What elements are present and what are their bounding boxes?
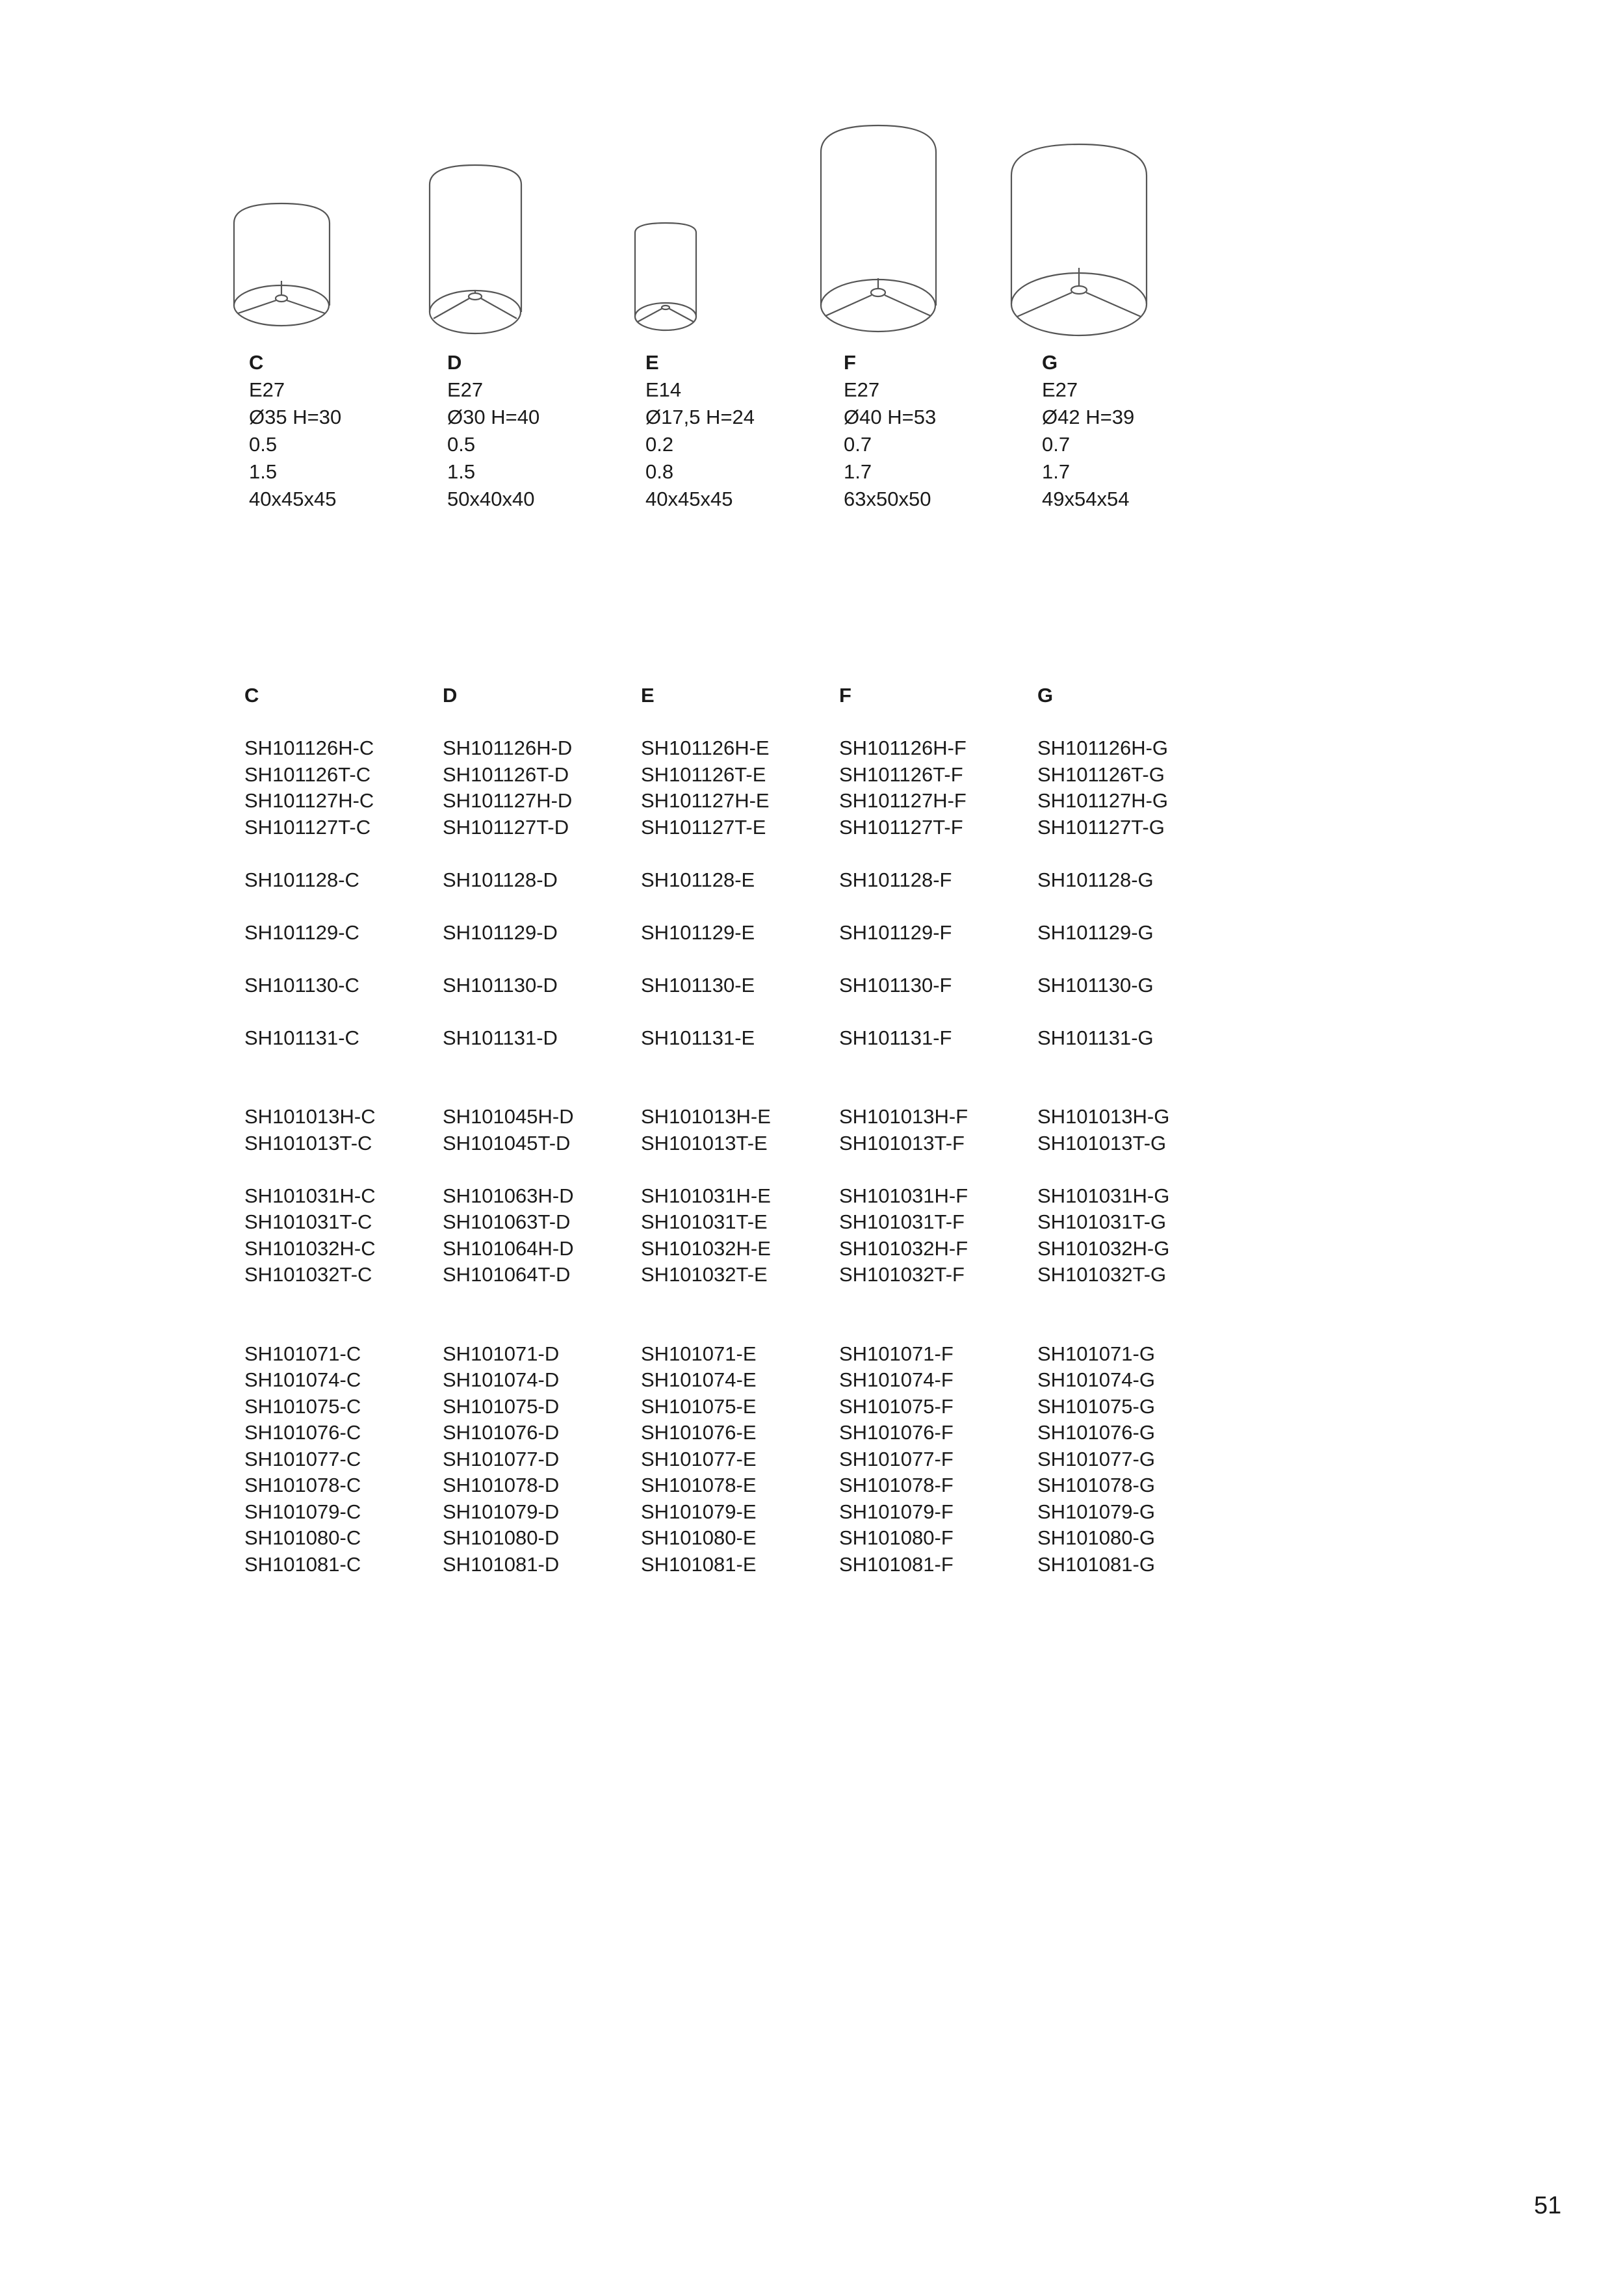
- article-code: SH101078-C: [244, 1474, 361, 1496]
- article-code: SH101081-D: [443, 1552, 560, 1576]
- spec-socket: E27: [249, 378, 285, 401]
- article-code: SH101127T-D: [443, 815, 569, 839]
- spacer: [244, 998, 426, 1025]
- spacer: [1037, 1288, 1219, 1341]
- spacer: [839, 841, 1021, 867]
- article-code: SH101130-G: [1037, 973, 1154, 997]
- spacer: [244, 709, 426, 736]
- spacer: [1037, 1051, 1219, 1104]
- spec-box: 40x45x45: [249, 488, 337, 510]
- article-code: SH101079-C: [244, 1500, 361, 1523]
- article-code: SH101128-C: [244, 868, 359, 891]
- article-code: SH101032T-G: [1037, 1263, 1167, 1286]
- article-code: SH101126T-D: [443, 763, 569, 786]
- spacer: [443, 946, 625, 972]
- spacer: [641, 946, 823, 972]
- spacer: [443, 893, 625, 920]
- article-code: SH101075-D: [443, 1394, 560, 1418]
- article-code: SH101126T-E: [641, 763, 766, 786]
- article-code: SH101013H-G: [1037, 1105, 1170, 1128]
- page-number: 51: [1534, 2192, 1562, 2219]
- spec-box: 50x40x40: [447, 488, 535, 510]
- spec-box: 49x54x54: [1042, 488, 1130, 510]
- article-code: SH101045T-D: [443, 1131, 571, 1155]
- spacer: [443, 709, 625, 736]
- spacer: [641, 709, 823, 736]
- article-code: SH101080-C: [244, 1526, 361, 1549]
- article-code: SH101127T-F: [839, 815, 963, 839]
- article-code: SH101126T-G: [1037, 763, 1165, 786]
- spec-box: 40x45x45: [645, 488, 733, 510]
- spacer: [244, 893, 426, 920]
- article-code: SH101076-F: [839, 1421, 954, 1444]
- spec-column-g: [1042, 349, 1224, 513]
- spacer: [641, 1156, 823, 1183]
- article-code: SH101076-G: [1037, 1421, 1155, 1444]
- code-column-letter: G: [1037, 684, 1054, 707]
- article-code: SH101032T-C: [244, 1263, 372, 1286]
- article-code: SH101129-C: [244, 920, 359, 944]
- article-code: SH101131-F: [839, 1026, 952, 1049]
- article-code: SH101077-E: [641, 1447, 757, 1470]
- article-code: SH101032T-E: [641, 1263, 768, 1286]
- article-code: SH101126H-G: [1037, 737, 1169, 759]
- code-column-f: [839, 683, 1021, 1578]
- article-code: SH101129-E: [641, 920, 755, 944]
- article-code: SH101031H-E: [641, 1184, 771, 1207]
- article-code: SH101071-F: [839, 1342, 954, 1365]
- spacer: [839, 946, 1021, 972]
- spacer: [839, 709, 1021, 736]
- article-code: SH101075-C: [244, 1394, 361, 1418]
- shade-drawings-svg: [0, 0, 1623, 364]
- code-column-g: [1037, 683, 1219, 1578]
- article-code: SH101013T-G: [1037, 1131, 1167, 1155]
- article-code: SH101032H-E: [641, 1236, 771, 1260]
- article-code: SH101079-D: [443, 1500, 560, 1523]
- article-code: SH101131-G: [1037, 1026, 1154, 1049]
- spec-value-2: 1.7: [1042, 460, 1071, 483]
- spec-value-2: 1.7: [844, 460, 872, 483]
- spec-value-2: 0.8: [645, 460, 674, 483]
- article-code: SH101077-C: [244, 1447, 361, 1470]
- article-code: SH101079-E: [641, 1500, 757, 1523]
- article-code: SH101128-G: [1037, 868, 1154, 891]
- shade-illustrations: [0, 0, 1623, 364]
- article-code: SH101013T-E: [641, 1131, 768, 1155]
- article-code: SH101079-G: [1037, 1500, 1155, 1523]
- spacer: [244, 1288, 426, 1341]
- article-code: SH101131-C: [244, 1026, 359, 1049]
- article-code: SH101031T-G: [1037, 1210, 1167, 1233]
- spacer: [443, 998, 625, 1025]
- spec-value-1: 0.7: [1042, 433, 1071, 456]
- spec-letter: E: [645, 351, 659, 374]
- code-column-c: [244, 683, 426, 1578]
- spacer: [839, 1051, 1021, 1104]
- article-code: SH101127T-G: [1037, 815, 1165, 839]
- code-column-d: [443, 683, 625, 1578]
- article-code: SH101074-E: [641, 1368, 757, 1391]
- spacer: [1037, 841, 1219, 867]
- article-code: SH101127H-E: [641, 789, 770, 812]
- spec-value-2: 1.5: [447, 460, 476, 483]
- article-code: SH101074-F: [839, 1368, 954, 1391]
- article-code: SH101080-F: [839, 1526, 954, 1549]
- article-code: SH101127T-E: [641, 815, 766, 839]
- article-code: SH101078-F: [839, 1474, 954, 1496]
- spacer: [641, 893, 823, 920]
- spec-value-1: 0.5: [249, 433, 278, 456]
- article-code: SH101129-D: [443, 920, 558, 944]
- shade-drawing-f: [821, 125, 936, 332]
- article-code: SH101064H-D: [443, 1236, 574, 1260]
- article-code: SH101081-G: [1037, 1552, 1155, 1576]
- article-code: SH101013T-F: [839, 1131, 965, 1155]
- spacer: [839, 1288, 1021, 1341]
- article-code: SH101074-G: [1037, 1368, 1155, 1391]
- spec-letter: G: [1042, 351, 1058, 374]
- spacer: [839, 998, 1021, 1025]
- spacer: [443, 1051, 625, 1104]
- article-code: SH101126H-F: [839, 737, 967, 759]
- article-code: SH101129-F: [839, 920, 952, 944]
- article-code: SH101032H-F: [839, 1236, 968, 1260]
- article-code: SH101128-D: [443, 868, 558, 891]
- spacer: [443, 841, 625, 867]
- article-code: SH101076-D: [443, 1421, 560, 1444]
- spacer: [244, 841, 426, 867]
- article-code: SH101131-E: [641, 1026, 755, 1049]
- article-code: SH101063T-D: [443, 1210, 571, 1233]
- article-code: SH101071-G: [1037, 1342, 1155, 1365]
- article-code: SH101081-C: [244, 1552, 361, 1576]
- spec-socket: E27: [1042, 378, 1078, 401]
- article-code: SH101127H-G: [1037, 789, 1169, 812]
- spacer: [839, 893, 1021, 920]
- spec-letter: F: [844, 351, 856, 374]
- article-code: SH101080-E: [641, 1526, 757, 1549]
- code-column-letter: C: [244, 684, 259, 707]
- article-code: SH101128-E: [641, 868, 755, 891]
- shade-drawing-g: [1011, 144, 1147, 335]
- article-code: SH101127T-C: [244, 815, 371, 839]
- article-code: SH101076-C: [244, 1421, 361, 1444]
- code-column-letter: D: [443, 684, 458, 707]
- shade-drawing-e: [635, 223, 696, 330]
- article-code: SH101078-D: [443, 1474, 560, 1496]
- code-column-letter: F: [839, 684, 851, 707]
- article-code: SH101031T-C: [244, 1210, 372, 1233]
- spec-box: 63x50x50: [844, 488, 931, 510]
- article-code: SH101071-C: [244, 1342, 361, 1365]
- article-code: SH101031T-E: [641, 1210, 768, 1233]
- article-code: SH101131-D: [443, 1026, 558, 1049]
- spec-column-d: [447, 349, 629, 513]
- shade-drawing-c: [234, 203, 330, 326]
- spacer: [1037, 998, 1219, 1025]
- article-code: SH101032H-G: [1037, 1236, 1170, 1260]
- article-code: SH101080-G: [1037, 1526, 1155, 1549]
- spacer: [1037, 709, 1219, 736]
- article-code: SH101126H-C: [244, 737, 374, 759]
- article-code: SH101032T-F: [839, 1263, 965, 1286]
- spacer: [443, 1156, 625, 1183]
- spec-socket: E14: [645, 378, 682, 401]
- article-code: SH101127H-D: [443, 789, 573, 812]
- article-code: SH101031H-F: [839, 1184, 968, 1207]
- article-code: SH101077-F: [839, 1447, 954, 1470]
- article-code: SH101078-G: [1037, 1474, 1155, 1496]
- spec-value-1: 0.2: [645, 433, 674, 456]
- article-code: SH101071-D: [443, 1342, 560, 1365]
- article-code: SH101031H-C: [244, 1184, 376, 1207]
- article-code: SH101127H-F: [839, 789, 967, 812]
- article-code: SH101081-F: [839, 1552, 954, 1576]
- spacer: [641, 1288, 823, 1341]
- article-code: SH101130-E: [641, 973, 755, 997]
- spacer: [641, 841, 823, 867]
- spacer: [641, 1051, 823, 1104]
- spec-column-e: [645, 349, 827, 513]
- spacer: [244, 946, 426, 972]
- code-column-letter: E: [641, 684, 655, 707]
- spec-size: Ø17,5 H=24: [645, 406, 755, 428]
- article-code: SH101126H-E: [641, 737, 770, 759]
- article-code: SH101031T-F: [839, 1210, 965, 1233]
- article-code: SH101075-F: [839, 1394, 954, 1418]
- article-code: SH101130-F: [839, 973, 952, 997]
- article-code: SH101013H-E: [641, 1105, 771, 1128]
- article-code: SH101076-E: [641, 1421, 757, 1444]
- spec-value-2: 1.5: [249, 460, 278, 483]
- spacer: [1037, 893, 1219, 920]
- spacer: [244, 1156, 426, 1183]
- article-code: SH101013H-C: [244, 1105, 376, 1128]
- article-code: SH101013T-C: [244, 1131, 372, 1155]
- spacer: [839, 1156, 1021, 1183]
- article-code: SH101128-F: [839, 868, 952, 891]
- article-code: SH101126H-D: [443, 737, 573, 759]
- spec-size: Ø42 H=39: [1042, 406, 1135, 428]
- article-code: SH101031H-G: [1037, 1184, 1170, 1207]
- spec-letter: D: [447, 351, 462, 374]
- article-code: SH101077-D: [443, 1447, 560, 1470]
- spec-value-1: 0.7: [844, 433, 872, 456]
- article-code: SH101126T-C: [244, 763, 371, 786]
- article-code: SH101074-D: [443, 1368, 560, 1391]
- spec-column-f: [844, 349, 1026, 513]
- article-code: SH101126T-F: [839, 763, 963, 786]
- article-code: SH101080-D: [443, 1526, 560, 1549]
- article-code: SH101032H-C: [244, 1236, 376, 1260]
- article-code: SH101064T-D: [443, 1263, 571, 1286]
- article-code: SH101075-E: [641, 1394, 757, 1418]
- article-code: SH101077-G: [1037, 1447, 1155, 1470]
- article-code: SH101130-C: [244, 973, 359, 997]
- spacer: [641, 998, 823, 1025]
- article-code: SH101079-F: [839, 1500, 954, 1523]
- shade-drawing-d: [430, 165, 521, 333]
- article-code: SH101078-E: [641, 1474, 757, 1496]
- article-code: SH101075-G: [1037, 1394, 1155, 1418]
- spacer: [443, 1288, 625, 1341]
- article-code: SH101081-E: [641, 1552, 757, 1576]
- spacer: [1037, 946, 1219, 972]
- spacer: [1037, 1156, 1219, 1183]
- code-column-e: [641, 683, 823, 1578]
- spec-value-1: 0.5: [447, 433, 476, 456]
- spec-size: Ø30 H=40: [447, 406, 540, 428]
- article-code: SH101071-E: [641, 1342, 757, 1365]
- spec-socket: E27: [447, 378, 484, 401]
- article-code: SH101013H-F: [839, 1105, 968, 1128]
- spec-size: Ø40 H=53: [844, 406, 937, 428]
- spec-letter: C: [249, 351, 264, 374]
- article-code: SH101063H-D: [443, 1184, 574, 1207]
- article-code: SH101130-D: [443, 973, 558, 997]
- spec-column-c: [249, 349, 431, 513]
- spec-size: Ø35 H=30: [249, 406, 342, 428]
- spacer: [244, 1051, 426, 1104]
- article-code: SH101045H-D: [443, 1105, 574, 1128]
- article-code: SH101129-G: [1037, 920, 1154, 944]
- spec-socket: E27: [844, 378, 880, 401]
- article-code: SH101127H-C: [244, 789, 374, 812]
- article-code: SH101074-C: [244, 1368, 361, 1391]
